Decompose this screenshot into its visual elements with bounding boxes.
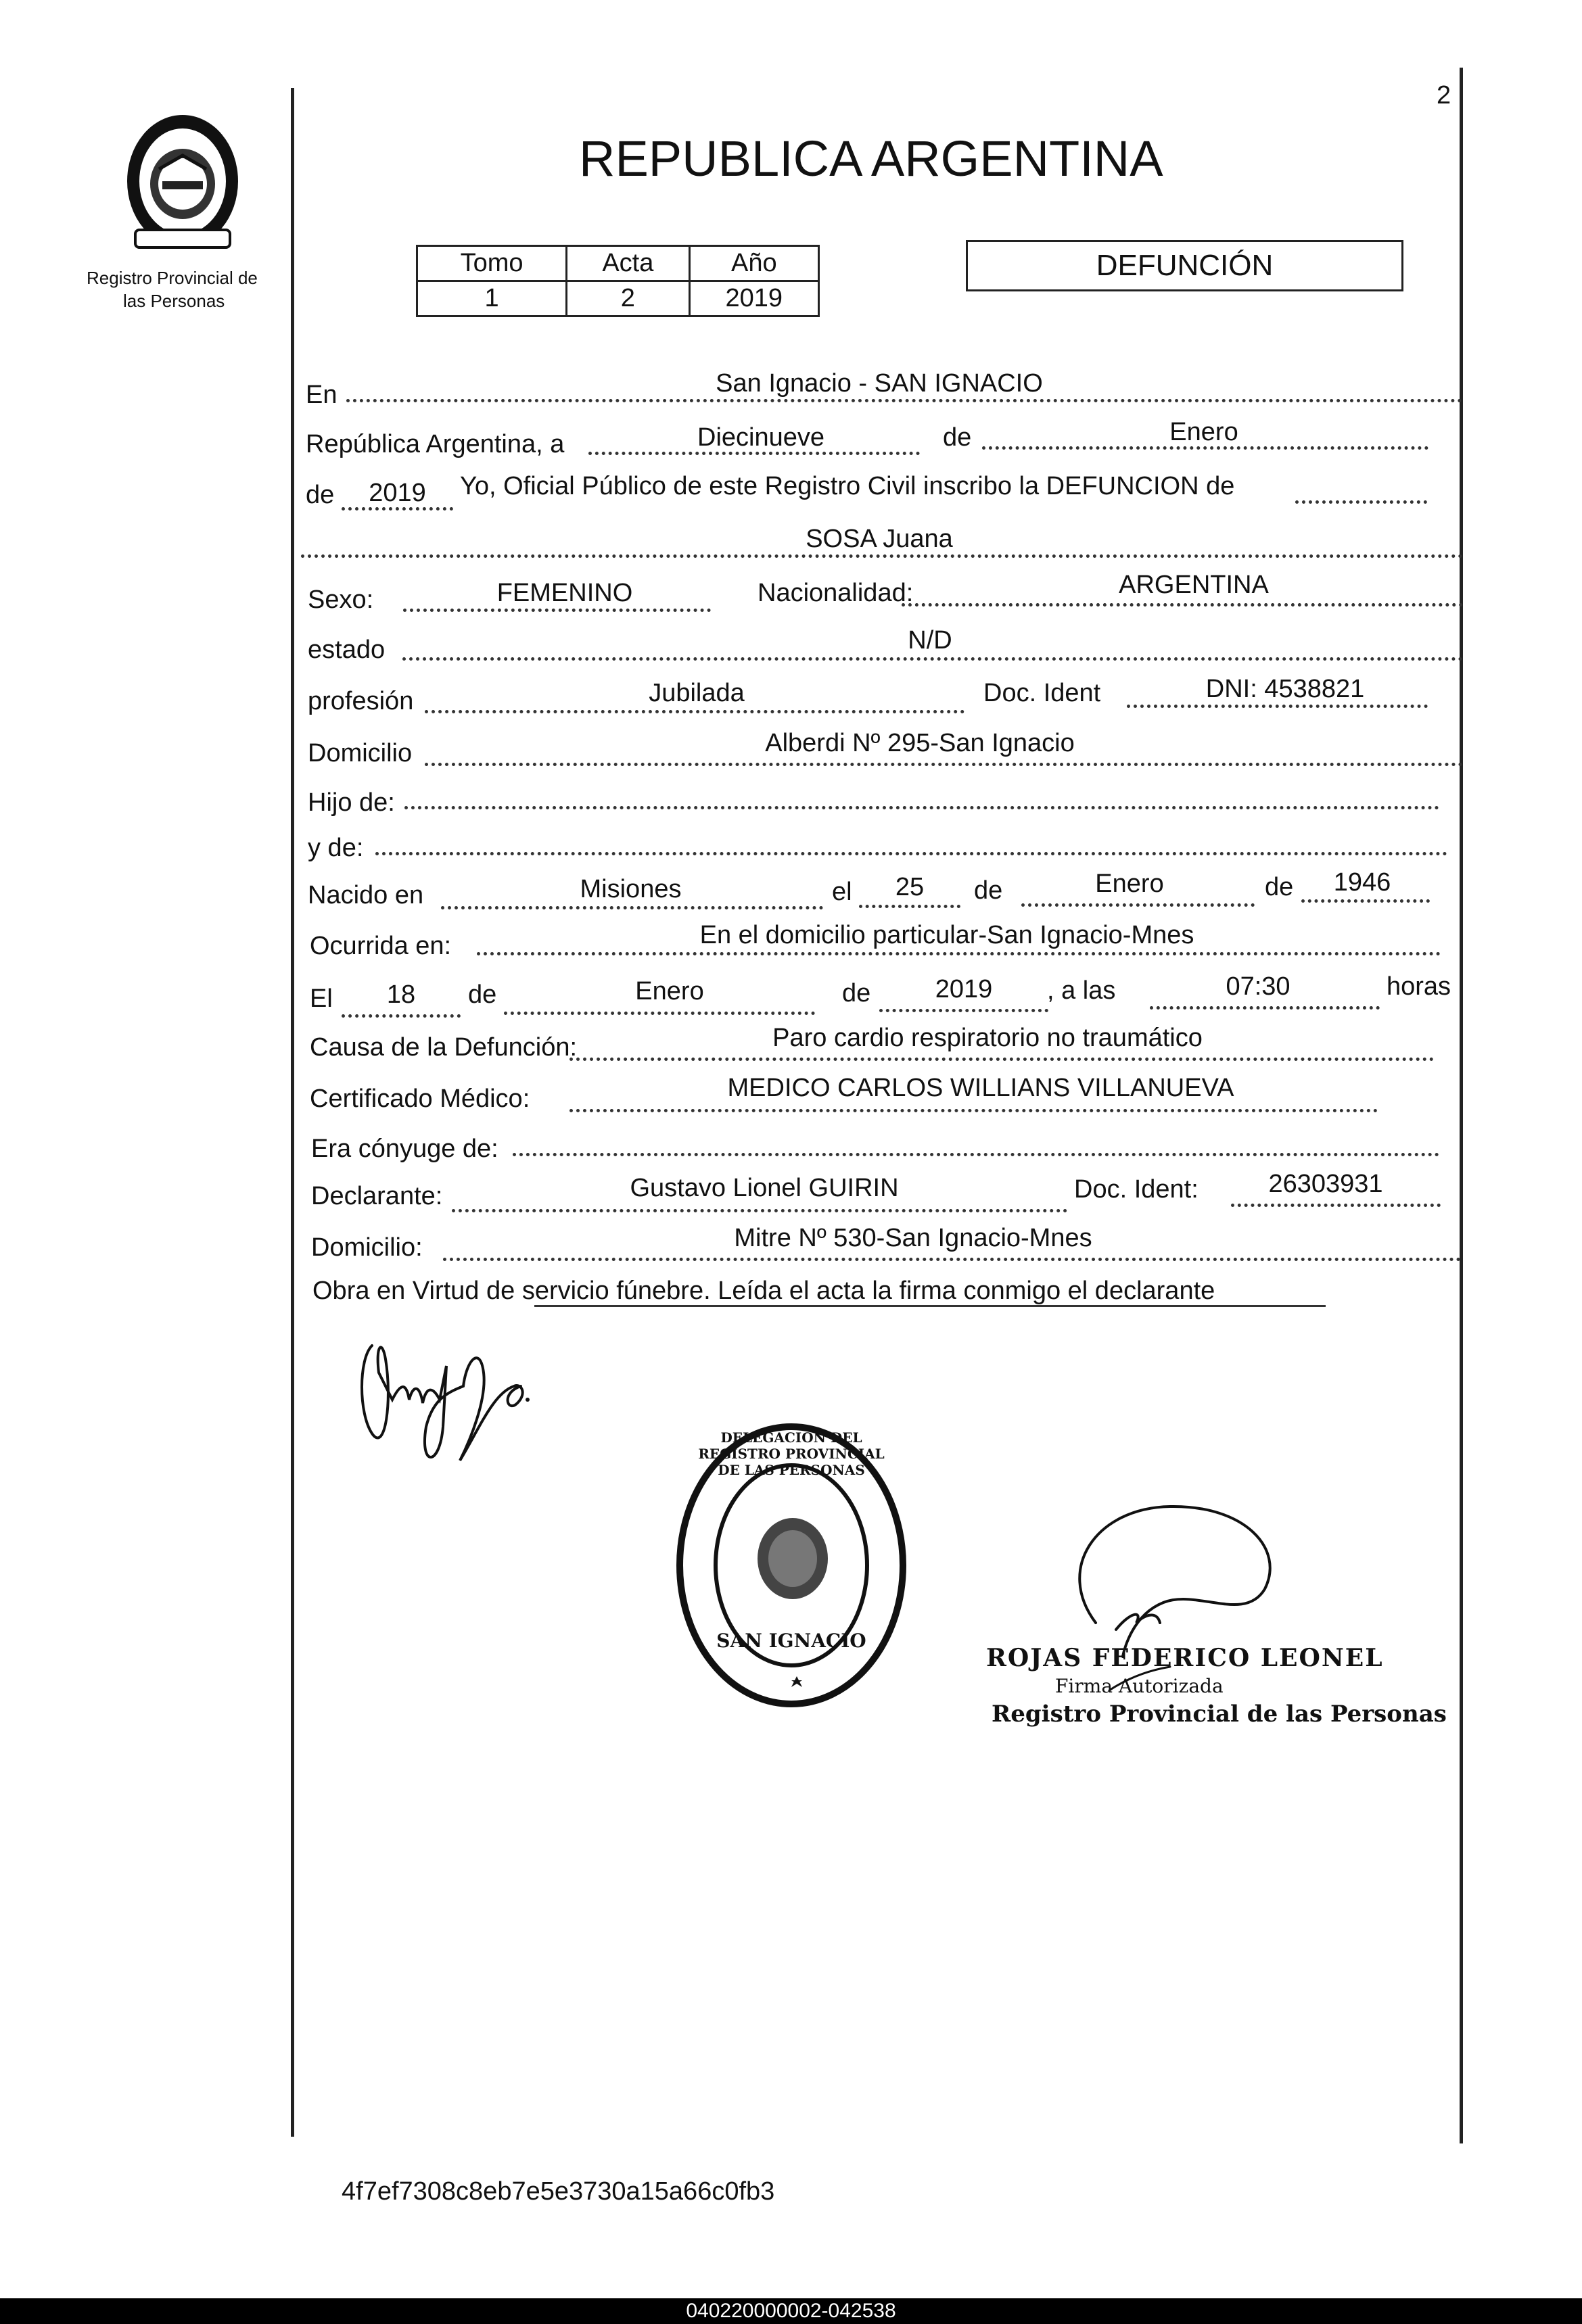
registry-name-line1: Registro Provincial de [87,268,258,288]
official-stamp [670,1420,913,1717]
de-label-5: de [468,980,497,1009]
deceased-name: SOSA Juana [806,525,953,553]
estado-value: N/D [908,626,952,655]
estado-label: estado [308,636,386,664]
birth-month-line [1021,903,1255,907]
conyuge-line [513,1153,1439,1156]
province-seal-graphic [115,108,250,257]
death-time: 07:30 [1226,972,1290,1001]
certificado-value: MEDICO CARLOS WILLIANS VILLANUEVA [727,1074,1234,1102]
nacionalidad-line [902,603,1463,607]
el-label: el [832,878,852,906]
doc-ident2-label: Doc. Ident: [1074,1175,1199,1204]
stamp-center-text: SAN IGNACIO [716,1630,866,1652]
birth-day-line [859,905,960,908]
death-time-line [1150,1006,1380,1010]
republica-label: República Argentina, a [306,430,565,458]
death-year: 2019 [935,975,993,1003]
value-acta: 2 [567,281,689,316]
hijo-line [404,806,1439,809]
causa-label: Causa de la Defunción: [310,1033,578,1062]
declarante-doc-line [1231,1204,1441,1207]
month-text: Enero [1169,418,1238,446]
registry-name-line2: las Personas [123,291,225,311]
domicilio2-value: Mitre Nº 530-San Ignacio-Mnes [734,1224,1092,1252]
domicilio2-label: Domicilio: [311,1233,423,1262]
domicilio-label: Domicilio [308,739,413,767]
a-las-label: , a las [1047,976,1116,1005]
de-label-2: de [306,481,335,509]
death-day-line [342,1014,461,1018]
hijo-label: Hijo de: [308,788,395,817]
de-label-4: de [1265,873,1294,901]
doc-type-label: DEFUNCIÓN [1096,249,1274,282]
yo-text: Yo, Oficial Público de este Registro Civil inscribo la DEFUNCION de [460,472,1235,500]
horas-label: horas [1387,972,1451,1001]
officer-role: Firma Autorizada [1055,1675,1224,1697]
de-label-3: de [974,876,1003,905]
causa-line [569,1058,1434,1061]
yo-line [1295,500,1427,504]
en-line [346,399,1462,402]
declarant-signature-graphic [345,1319,602,1488]
estado-line [402,657,1463,661]
record-table [416,245,820,317]
province-seal [115,108,250,257]
value-tomo: 1 [417,281,567,316]
year-line [342,507,453,511]
footer-code: 040220000002-042538 [686,2300,896,2322]
day-line [588,452,920,455]
page-title: REPUBLICA ARGENTINA [579,131,1163,187]
doc-ident-label: Doc. Ident [983,679,1101,707]
y-de-label: y de: [308,834,364,862]
stamp-ring-text: DELEGACION DEL REGISTRO PROVINCIAL DE LAS PERSONAS [698,1429,885,1478]
y-de-line [375,852,1447,855]
doc-type-box [966,240,1403,291]
officer-registry: Registro Provincial de las Personas [992,1701,1447,1728]
de-label-1: de [943,423,972,452]
header-anio: Año [689,246,818,281]
profesion-line [425,710,964,713]
doc-ident-value: DNI: 4538821 [1205,675,1365,703]
birth-month: Enero [1095,870,1164,898]
death-month: Enero [635,977,704,1005]
birth-year-line [1301,899,1430,903]
header-acta: Acta [567,246,689,281]
death-day: 18 [386,980,416,1009]
header-tomo: Tomo [417,246,567,281]
certificado-label: Certificado Médico: [310,1085,530,1113]
ocurrida-label: Ocurrida en: [310,932,452,960]
doc-ident-line [1127,705,1428,708]
ocurrida-value: En el domicilio particular-San Ignacio-Mnes [699,921,1194,949]
de-label-6: de [842,979,871,1007]
document-hash: 4f7ef7308c8eb7e5e3730a15a66c0fb3 [342,2177,775,2206]
nacido-value: Misiones [580,875,682,903]
place-value: San Ignacio - SAN IGNACIO [716,369,1043,398]
domicilio2-line [443,1258,1461,1261]
declarante-value: Gustavo Lionel GUIRIN [630,1174,899,1202]
month-line [982,446,1428,450]
sexo-line [403,609,711,612]
sexo-value: FEMENINO [496,579,633,607]
nacido-label: Nacido en [308,881,424,909]
year-value: 2019 [369,479,426,507]
day-text: Diecinueve [697,423,824,452]
ocurrida-line [477,952,1441,955]
birth-year: 1946 [1333,868,1391,897]
declarante-doc: 26303931 [1268,1170,1383,1198]
en-label: En [306,381,338,409]
footer-bar [0,2298,1582,2324]
obra-text: Obra en Virtud de servicio fúnebre. Leída el acta la firma conmigo el declarante [312,1277,1215,1305]
domicilio-value: Alberdi Nº 295-San Ignacio [765,729,1075,757]
nacido-line [441,906,823,909]
birth-day: 25 [895,873,925,901]
nacionalidad-value: ARGENTINA [1119,571,1269,599]
page-number: 2 [1437,81,1451,110]
declarante-line [452,1209,1067,1212]
conyuge-label: Era cónyuge de: [311,1135,498,1163]
death-month-line [504,1012,815,1015]
right-margin-line [1460,68,1463,2143]
name-line [301,554,1463,558]
nacionalidad-label: Nacionalidad: [758,579,914,607]
left-margin-line [291,88,294,2137]
obra-underline [534,1305,1326,1307]
value-anio: 2019 [689,281,818,316]
death-year-line [879,1009,1048,1012]
domicilio-line [425,763,1463,766]
profesion-value: Jubilada [649,679,745,707]
officer-name: ROJAS FEDERICO LEONEL [986,1644,1384,1672]
el2-label: El [310,985,333,1013]
declarant-signature [345,1319,602,1488]
declarante-label: Declarante: [311,1182,443,1210]
profesion-label: profesión [308,687,414,715]
certificado-line [569,1109,1378,1112]
sexo-label: Sexo: [308,586,374,614]
causa-value: Paro cardio respiratorio no traumático [772,1024,1203,1052]
